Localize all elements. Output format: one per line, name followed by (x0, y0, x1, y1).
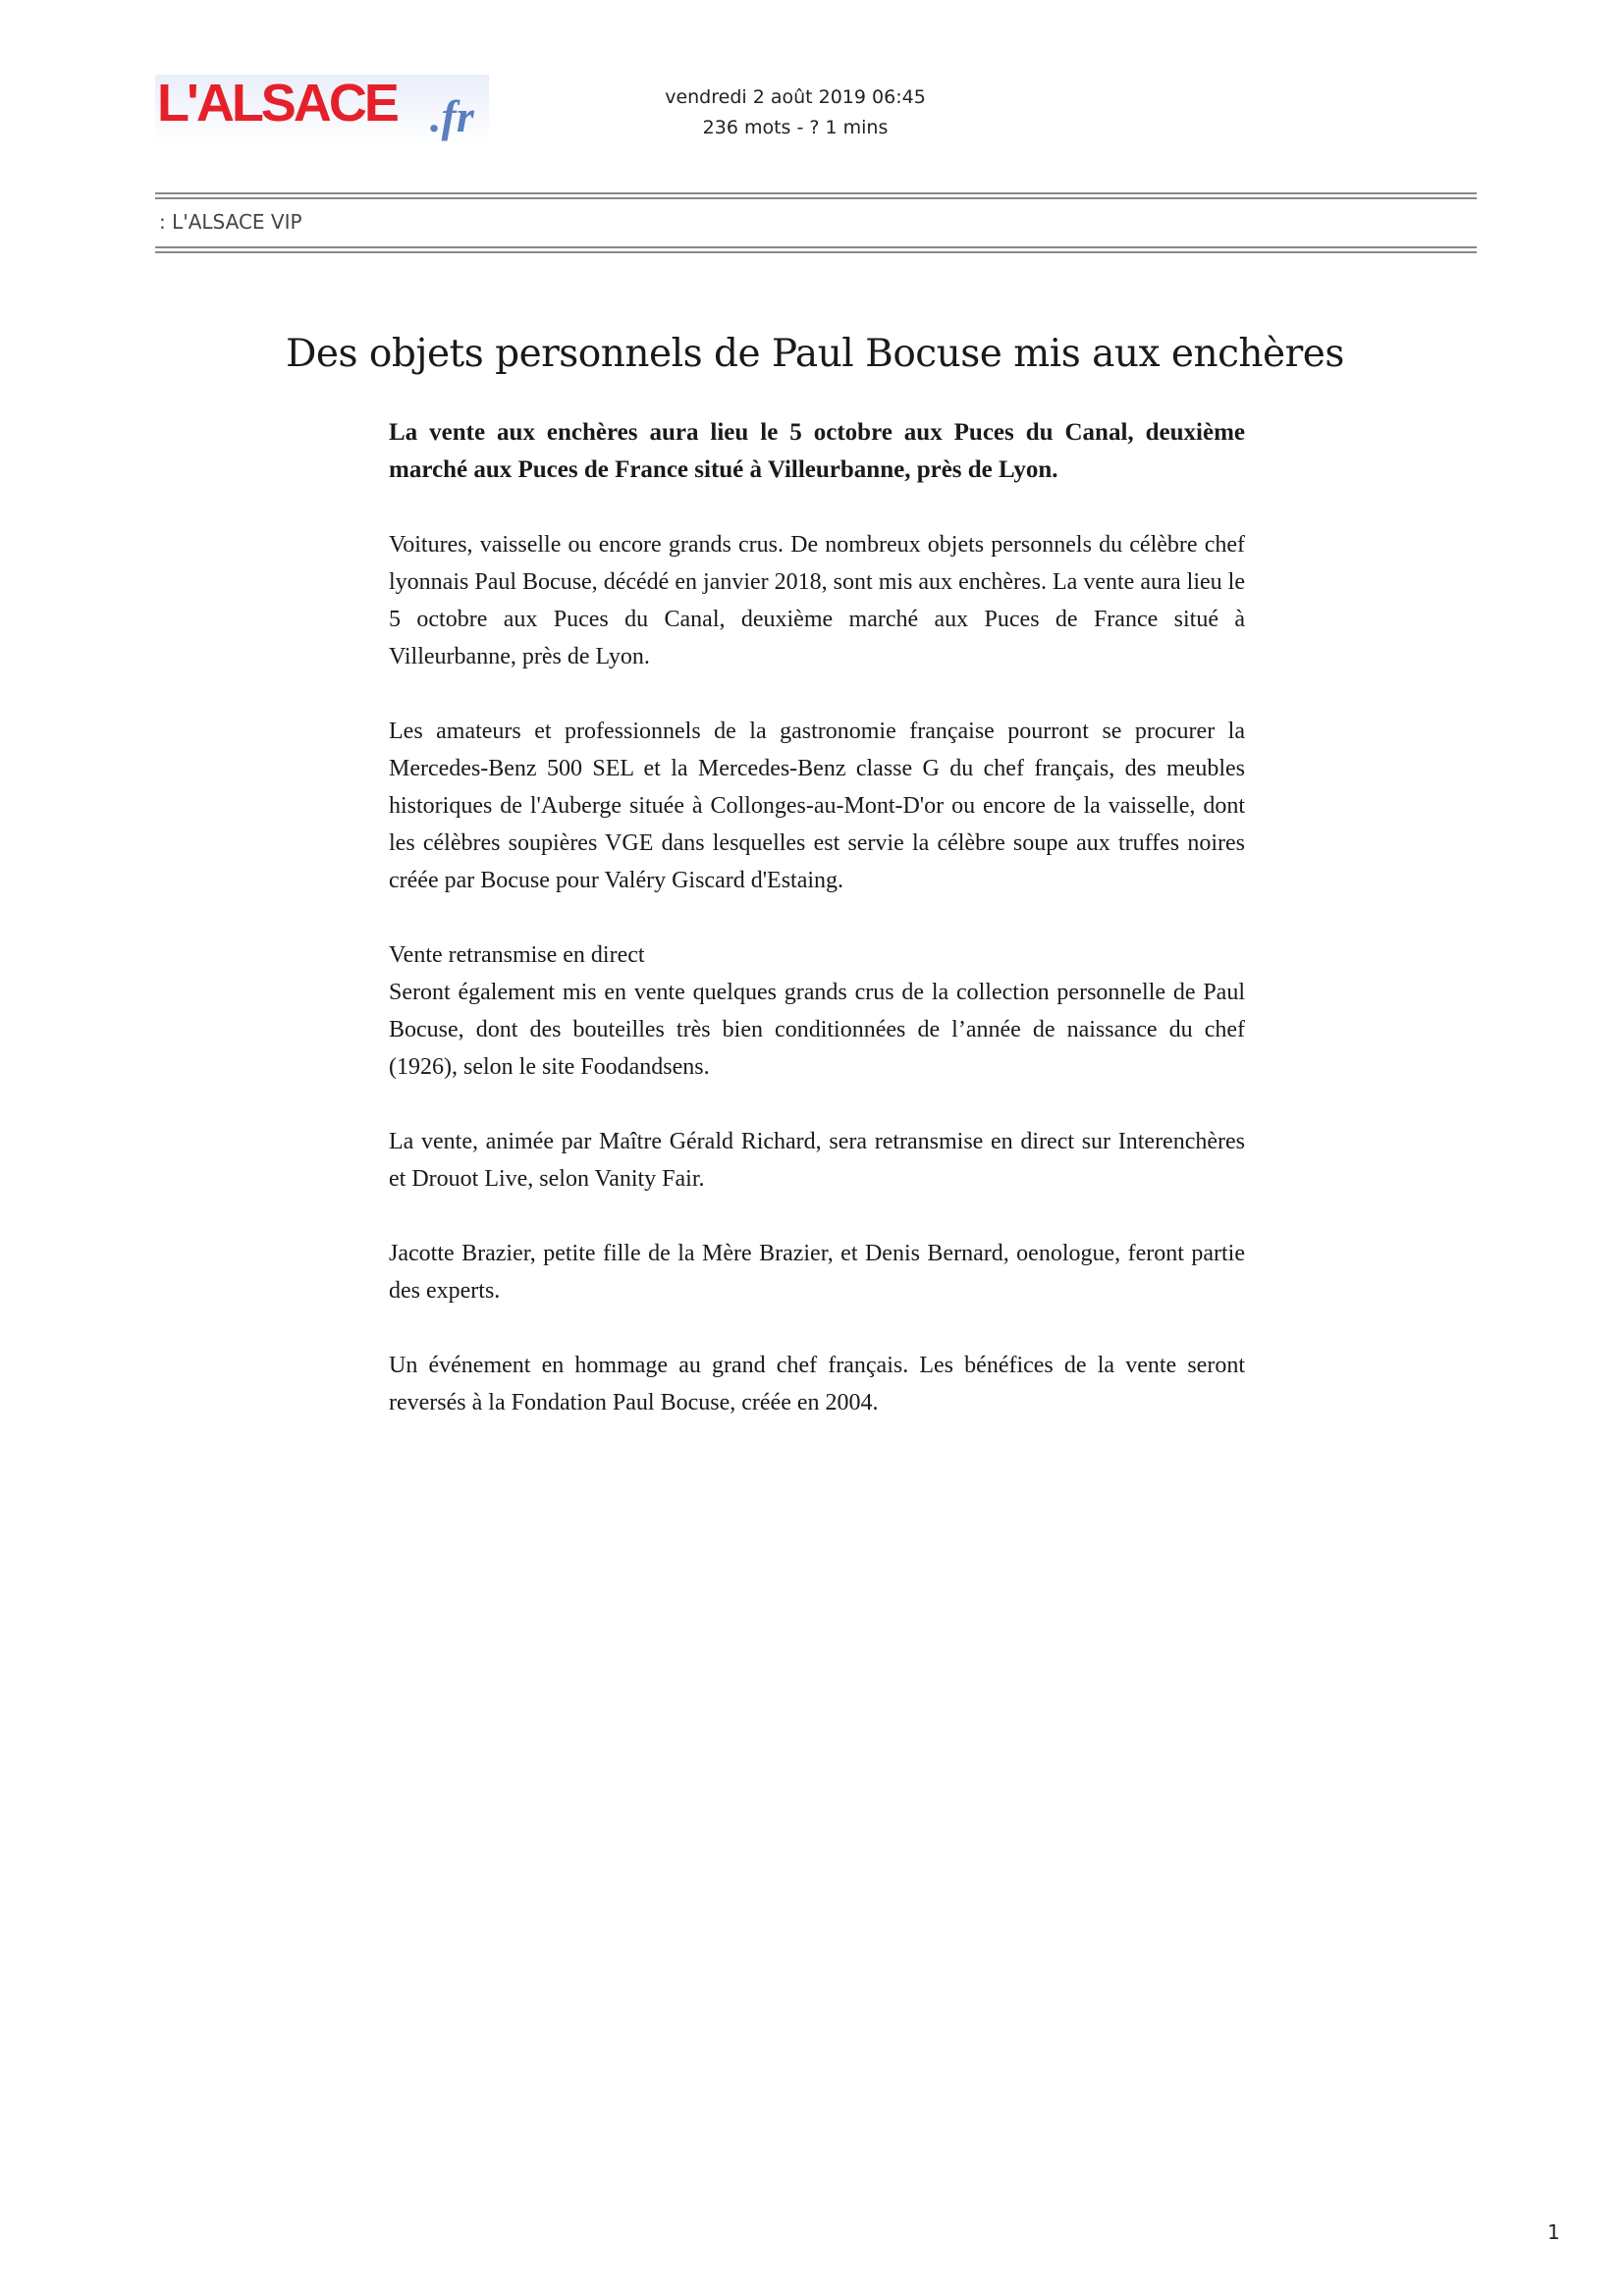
publication-logo (155, 75, 489, 145)
article-body (389, 414, 1245, 1459)
article-paragraph: Les amateurs et professionnels de la gastronomie française pourront se procurer la Mercedes-Benz 500 SEL et la Mercedes-Benz classe G du chef français, des meubles historiques de l'Auberge située à Collonges-au-Mont-D'or ou encore de la vaisselle, dont les célèbres soupières VGE dans lesquelles est servie la célèbre soupe aux truffes noires créée par Bocuse pour Valéry Giscard d'Estaing. (389, 719, 1245, 893)
article-paragraph: Seront également mis en vente quelques grands crus de la collection personnelle de Paul Bocuse, dont des bouteilles très bien conditionnées de l’année de naissance du chef (1926), selon le site Foodandsens. (389, 980, 1245, 1080)
logo-wordmark: L'ALSACE (157, 74, 397, 133)
word-count: 236 mots - ? 1 mins (702, 117, 889, 138)
bottom-rule (155, 251, 1477, 253)
article-title: Des objets personnels de Paul Bocuse mis aux enchères (286, 332, 1344, 376)
article-paragraph: Voitures, vaisselle ou encore grands crus. De nombreux objets personnels du célèbre chef lyonnais Paul Bocuse, décédé en janvier 2018, sont mis aux enchères. La vente aura lieu le 5 octobre aux Puces du Canal, deuxième marché aux Puces de France situé à Villeurbanne, près de Lyon. (389, 532, 1245, 669)
bottom-rule-inner (155, 246, 1477, 248)
article-lead: La vente aux enchères aura lieu le 5 octobre aux Puces du Canal, deuxième marché aux Puces de France situé à Villeurbanne, près de Lyon. (389, 419, 1245, 483)
logo-suffix: .fr (430, 91, 474, 141)
page-number: 1 (1547, 2220, 1560, 2244)
top-rule-inner (155, 197, 1477, 199)
article-paragraph: Un événement en hommage au grand chef français. Les bénéfices de la vente seront reversés à la Fondation Paul Bocuse, créée en 2004. (389, 1353, 1245, 1415)
article-paragraph: La vente, animée par Maître Gérald Richard, sera retransmise en direct sur Interenchères et Drouot Live, selon Vanity Fair. (389, 1129, 1245, 1192)
publication-date: vendredi 2 août 2019 06:45 (665, 86, 926, 108)
article-paragraph: Jacotte Brazier, petite fille de la Mère Brazier, et Denis Bernard, oenologue, feront partie des experts. (389, 1241, 1245, 1304)
top-rule (155, 192, 1477, 194)
section-label: : L'ALSACE VIP (159, 210, 302, 234)
article-subheading: Vente retransmise en direct (389, 942, 645, 968)
